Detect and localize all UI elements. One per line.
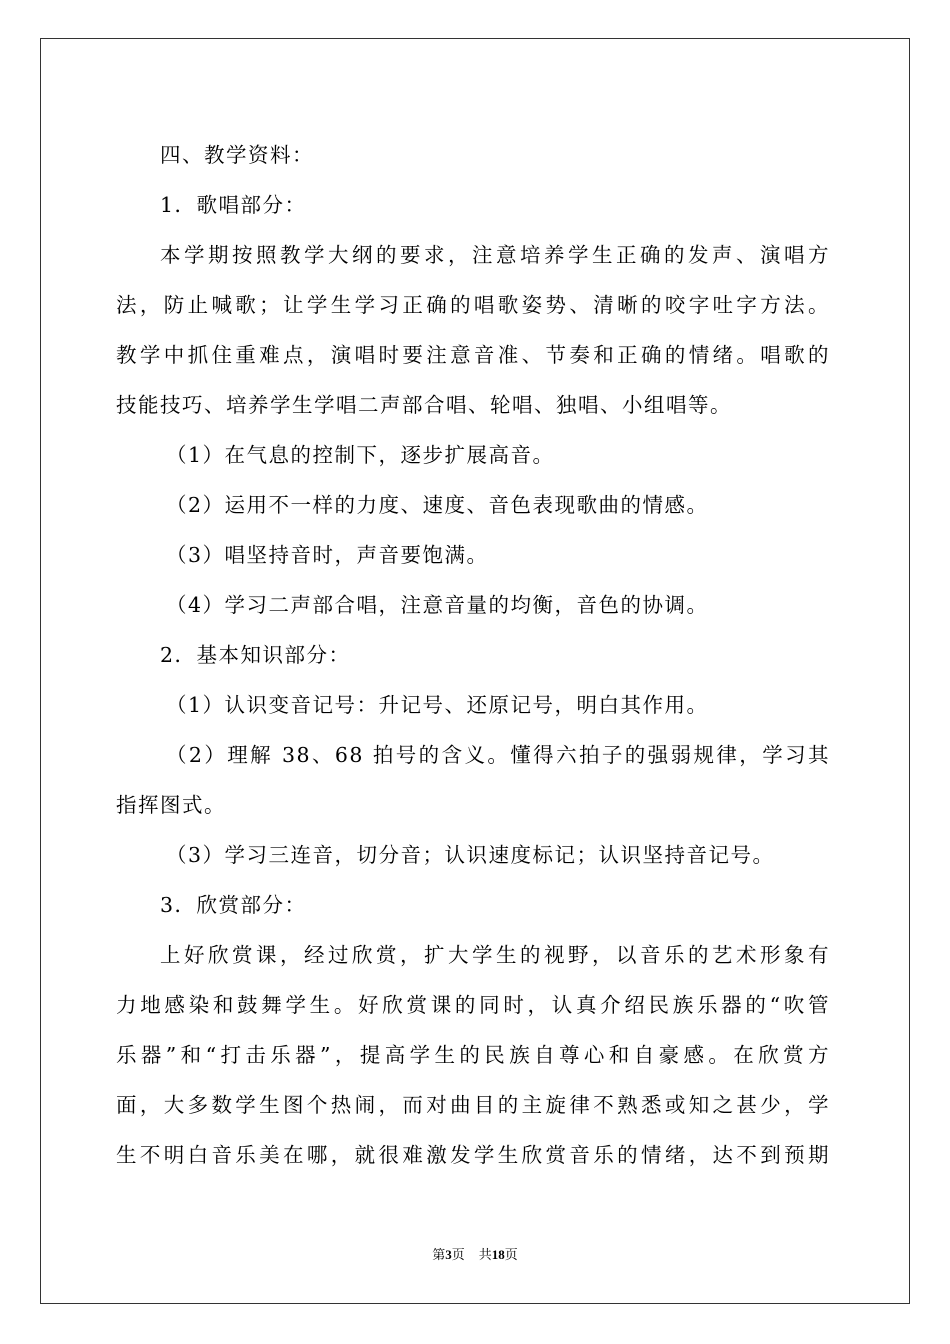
text-line-heading-4: 四、教学资料： [160, 143, 314, 167]
text-line-item1-2: （2）运用不一样的力度、速度、音色表现歌曲的情感。 [166, 493, 709, 517]
footer-total-prefix: 共 [478, 1248, 492, 1263]
text-line-item2-2-l1: （2）理解 38、68 拍号的含义。懂得六拍子的强弱规律，学习其 [166, 743, 830, 767]
text-line-para1-l3: 教学中抓住重难点，演唱时要注意音准、节奏和正确的情绪。唱歌的 [116, 343, 830, 367]
text-line-item2-1: （1）认识变音记号：升记号、还原记号，明白其作用。 [166, 693, 709, 717]
text-line-subheading-3: 3．欣赏部分： [160, 893, 307, 917]
text-line-para3-l2: 力地感染和鼓舞学生。好欣赏课的同时，认真介绍民族乐器的“吹管 [116, 993, 830, 1017]
text-line-item1-3: （3）唱坚持音时，声音要饱满。 [166, 543, 489, 567]
text-line-item1-4: （4）学习二声部合唱，注意音量的均衡，音色的协调。 [166, 593, 709, 617]
document-body [116, 130, 830, 1180]
page-footer [0, 1246, 950, 1265]
text-line-item2-3: （3）学习三连音，切分音；认识速度标记；认识坚持音记号。 [166, 843, 775, 867]
text-line-item1-1: （1）在气息的控制下，逐步扩展高音。 [166, 443, 555, 467]
text-line-para3-l1: 上好欣赏课，经过欣赏，扩大学生的视野，以音乐的艺术形象有 [160, 943, 830, 967]
text-line-para1-l4: 技能技巧、培养学生学唱二声部合唱、轮唱、独唱、小组唱等。 [116, 393, 732, 417]
text-line-para3-l5: 生不明白音乐美在哪，就很难激发学生欣赏音乐的情绪，达不到预期 [116, 1143, 830, 1167]
footer-page-prefix: 第 [432, 1248, 446, 1263]
text-line-item2-2-l2: 指挥图式。 [116, 793, 226, 817]
text-line-para3-l3: 乐器”和“打击乐器”，提高学生的民族自尊心和自豪感。在欣赏方 [116, 1043, 830, 1067]
footer-total-suffix: 页 [504, 1248, 518, 1263]
text-line-para1-l1: 本学期按照教学大纲的要求，注意培养学生正确的发声、演唱方 [160, 243, 830, 267]
text-line-subheading-2: 2．基本知识部分： [160, 643, 351, 667]
text-line-para3-l4: 面，大多数学生图个热闹，而对曲目的主旋律不熟悉或知之甚少，学 [116, 1093, 830, 1117]
footer-page-total: 18 [491, 1247, 505, 1262]
footer-page-suffix: 页 [451, 1248, 465, 1263]
footer-page-current: 3 [445, 1247, 452, 1262]
text-line-subheading-1: 1．歌唱部分： [160, 193, 307, 217]
text-line-para1-l2: 法，防止喊歌；让学生学习正确的唱歌姿势、清晰的咬字吐字方法。 [116, 293, 830, 317]
